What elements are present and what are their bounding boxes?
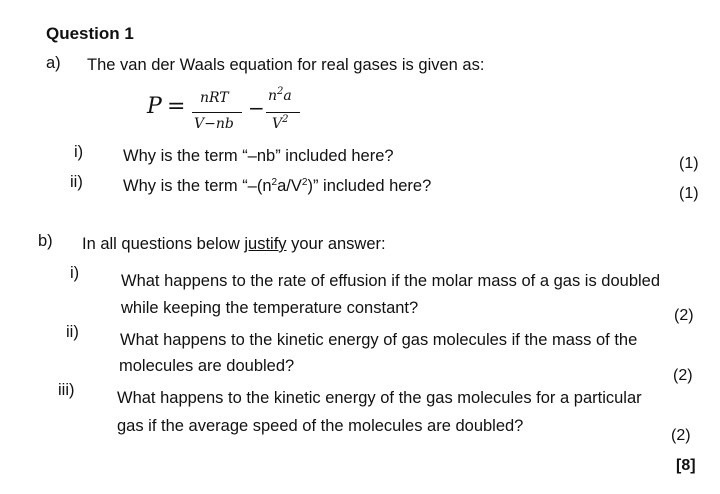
fraction1-denominator: V−nb bbox=[194, 116, 234, 132]
part-a-intro: The van der Waals equation for real gases is given as: bbox=[87, 56, 485, 74]
part-b-item-iii-marks: (2) bbox=[671, 427, 691, 444]
part-b-intro: In all questions below justify your answer: bbox=[82, 235, 386, 253]
part-b-item-iii-line1: What happens to the kinetic energy of the gas molecules for a particular bbox=[117, 389, 642, 407]
part-a-item-ii-marks: (1) bbox=[679, 185, 699, 202]
part-a-item-ii-label: ii) bbox=[70, 173, 83, 191]
part-b-item-ii-line1: What happens to the kinetic energy of gas molecules if the mass of the bbox=[120, 331, 638, 349]
fraction1-numerator: nRT bbox=[200, 90, 229, 106]
part-b-item-ii-marks: (2) bbox=[673, 367, 693, 384]
part-b-item-ii-line2: molecules are doubled? bbox=[119, 357, 295, 375]
part-a-item-i-marks: (1) bbox=[679, 155, 699, 172]
fraction2-denominator: $V^2$ bbox=[272, 114, 289, 132]
question-title: Question 1 bbox=[46, 24, 134, 43]
fraction2-bar bbox=[266, 112, 300, 113]
part-a-item-i-text: Why is the term “–nb” included here? bbox=[123, 147, 394, 165]
part-b-item-i-line1: What happens to the rate of effusion if the molar mass of a gas is doubled bbox=[121, 272, 661, 290]
equation-minus: − bbox=[248, 96, 265, 120]
part-a-item-i-label: i) bbox=[74, 143, 84, 161]
justify-underlined: justify bbox=[244, 235, 287, 253]
part-b-item-iii-line2: gas if the average speed of the molecules are doubled? bbox=[117, 417, 524, 435]
fraction1-bar bbox=[192, 112, 242, 113]
part-b-item-i-line2: while keeping the temperature constant? bbox=[121, 299, 419, 317]
part-b-item-i-label: i) bbox=[70, 264, 80, 282]
part-a-label: a) bbox=[46, 54, 61, 72]
part-b-item-iii-label: iii) bbox=[58, 381, 75, 399]
part-b-item-ii-label: ii) bbox=[66, 323, 79, 341]
fraction2-numerator: $n^2a$ bbox=[268, 86, 292, 104]
part-b-item-i-marks: (2) bbox=[674, 307, 694, 324]
equation-lhs: P bbox=[147, 94, 162, 119]
total-marks: [8] bbox=[676, 457, 696, 474]
part-a-item-ii-text: Why is the term “$-(n^2a/V^2)$” included here? bbox=[123, 177, 432, 195]
part-b-label: b) bbox=[38, 232, 53, 250]
equation-equals: = bbox=[167, 94, 186, 119]
